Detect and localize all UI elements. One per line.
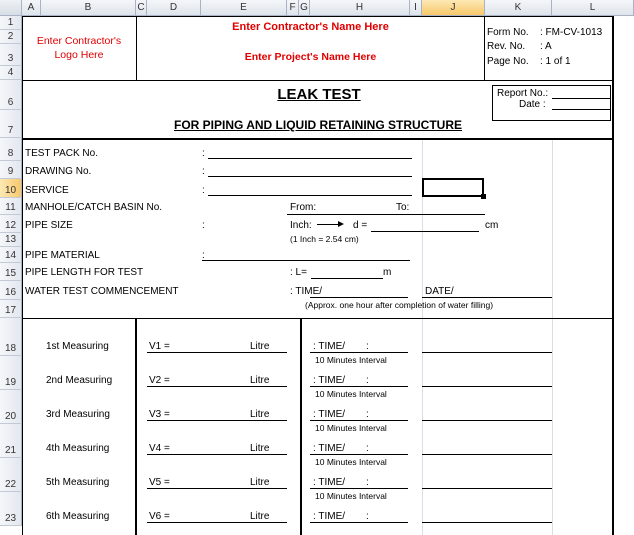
volume-label: V4 = <box>149 443 170 454</box>
row-header-3[interactable]: 3 <box>0 44 22 66</box>
form-no-value: : FM-CV-1013 <box>540 27 603 38</box>
row-header-11[interactable]: 11 <box>0 198 22 215</box>
colon: : <box>366 409 369 420</box>
measuring-label: 1st Measuring <box>46 341 109 352</box>
litre-unit: Litre <box>250 375 270 386</box>
measuring-label: 4th Measuring <box>46 443 110 454</box>
report-date-line <box>552 109 610 110</box>
column-header-h[interactable]: H <box>310 0 410 16</box>
measure-divider-right <box>300 318 302 535</box>
pipe-material-label: PIPE MATERIAL <box>25 250 100 261</box>
row-header-22[interactable]: 22 <box>0 458 22 492</box>
row-header-20[interactable]: 20 <box>0 390 22 424</box>
row-header-12[interactable]: 12 <box>0 215 22 233</box>
to-label: To: <box>396 202 410 213</box>
litre-unit: Litre <box>250 443 270 454</box>
from-label: From: <box>290 202 317 213</box>
rev-no-value: : A <box>540 41 552 52</box>
measure-divider-left <box>135 318 137 535</box>
measure-result-line[interactable] <box>422 420 552 421</box>
volume-line[interactable] <box>147 454 287 455</box>
volume-line[interactable] <box>147 488 287 489</box>
measure-time-line[interactable] <box>310 386 408 387</box>
page-no-label: Page No. <box>487 56 529 67</box>
interval-note: 10 Minutes Interval <box>315 457 387 467</box>
volume-line[interactable] <box>147 420 287 421</box>
colon: : <box>366 341 369 352</box>
interval-note: 10 Minutes Interval <box>315 389 387 399</box>
approx-note: (Approx. one hour after completion of water filling) <box>305 300 494 310</box>
measuring-label: 5th Measuring <box>46 477 110 488</box>
measure-result-line[interactable] <box>422 386 552 387</box>
header-bottom-border <box>22 80 614 81</box>
interval-note: 10 Minutes Interval <box>315 423 387 433</box>
d-equals-label: d = <box>353 220 368 231</box>
row-header-4[interactable]: 4 <box>0 66 22 80</box>
row-header-13[interactable]: 13 <box>0 233 22 247</box>
measure-time-label: : TIME/ <box>313 341 346 352</box>
pipe-length-line[interactable] <box>311 278 383 279</box>
measure-time-label: : TIME/ <box>313 375 346 386</box>
colon: : <box>202 166 205 177</box>
colon: : <box>202 185 205 196</box>
measuring-label: 3rd Measuring <box>46 409 110 420</box>
title-bottom-border <box>22 138 614 140</box>
volume-line[interactable] <box>147 522 287 523</box>
row-header-6[interactable]: 6 <box>0 80 22 110</box>
measure-time-label: : TIME/ <box>313 443 346 454</box>
row-header-8[interactable]: 8 <box>0 138 22 161</box>
row-header-1[interactable]: 1 <box>0 16 22 30</box>
drawing-label: DRAWING No. <box>25 166 92 177</box>
colon: : <box>366 511 369 522</box>
manhole-label: MANHOLE/CATCH BASIN No. <box>25 202 163 213</box>
row-header-17[interactable]: 17 <box>0 300 22 318</box>
litre-unit: Litre <box>250 409 270 420</box>
report-date-label: Date : <box>519 99 546 110</box>
form-border-right <box>612 16 614 535</box>
service-line[interactable] <box>208 195 412 196</box>
volume-line[interactable] <box>147 386 287 387</box>
row-header-15[interactable]: 15 <box>0 263 22 281</box>
measure-time-label: : TIME/ <box>313 477 346 488</box>
fill-handle[interactable] <box>481 194 486 199</box>
service-label: SERVICE <box>25 185 69 196</box>
colon: : <box>366 477 369 488</box>
commencement-date-line[interactable] <box>422 297 552 298</box>
column-header-c[interactable]: C <box>136 0 147 16</box>
measure-time-line[interactable] <box>310 488 408 489</box>
measure-result-line[interactable] <box>422 488 552 489</box>
pipe-material-line[interactable] <box>202 260 410 261</box>
form-border-left <box>22 16 23 535</box>
l-equals-label: : L= <box>290 267 307 278</box>
page-subtitle: FOR PIPING AND LIQUID RETAINING STRUCTURE <box>174 118 462 132</box>
row-header-2[interactable]: 2 <box>0 30 22 44</box>
project-name: Enter Project's Name Here <box>244 51 377 63</box>
row-header-23[interactable]: 23 <box>0 492 22 526</box>
column-header-a[interactable]: A <box>22 0 41 16</box>
volume-label: V5 = <box>149 477 170 488</box>
from-to-line[interactable] <box>287 214 485 215</box>
page-no-value: : 1 of 1 <box>540 56 571 67</box>
row-header-14[interactable]: 14 <box>0 247 22 263</box>
inch-note: (1 Inch = 2.54 cm) <box>290 234 359 244</box>
column-header-l[interactable]: L <box>552 0 634 16</box>
measuring-label: 2nd Measuring <box>46 375 113 386</box>
colon: : <box>202 250 205 261</box>
commencement-time-label: : TIME/ <box>290 286 323 297</box>
measuring-label: 6th Measuring <box>46 511 110 522</box>
measure-time-line[interactable] <box>310 352 408 353</box>
form-no-label: Form No. <box>487 27 529 38</box>
measure-result-line[interactable] <box>422 454 552 455</box>
measure-result-line[interactable] <box>422 522 552 523</box>
row-header-19[interactable]: 19 <box>0 356 22 390</box>
arrow-head-icon <box>338 221 344 227</box>
measure-time-label: : TIME/ <box>313 409 346 420</box>
m-unit: m <box>383 267 392 278</box>
column-header-b[interactable]: B <box>41 0 136 16</box>
column-header-e[interactable]: E <box>201 0 287 16</box>
row-header-21[interactable]: 21 <box>0 424 22 458</box>
water-test-label: WATER TEST COMMENCEMENT <box>25 286 179 297</box>
colon: : <box>366 375 369 386</box>
volume-line[interactable] <box>147 352 287 353</box>
volume-label: V3 = <box>149 409 170 420</box>
cm-unit: cm <box>485 220 499 231</box>
logo-placeholder: Enter Contractor's Logo Here <box>36 35 122 61</box>
rev-no-label: Rev. No. <box>487 41 526 52</box>
row-header-10[interactable]: 10 <box>0 179 22 198</box>
gridline <box>552 139 553 535</box>
commencement-time-line[interactable] <box>310 297 408 298</box>
measure-top-border <box>22 318 614 319</box>
select-all-corner[interactable] <box>0 0 22 16</box>
volume-label: V6 = <box>149 511 170 522</box>
litre-unit: Litre <box>250 511 270 522</box>
interval-note: 10 Minutes Interval <box>315 491 387 501</box>
pipe-size-label: PIPE SIZE <box>25 220 73 231</box>
litre-unit: Litre <box>250 477 270 488</box>
test-pack-line[interactable] <box>208 158 412 159</box>
row-header-9[interactable]: 9 <box>0 161 22 179</box>
column-header-d[interactable]: D <box>147 0 201 16</box>
column-header-g[interactable]: G <box>299 0 310 16</box>
measure-time-line[interactable] <box>310 454 408 455</box>
page-title: LEAK TEST <box>277 86 361 103</box>
colon: : <box>202 148 205 159</box>
pipe-length-label: PIPE LENGTH FOR TEST <box>25 267 144 278</box>
column-header-i[interactable]: I <box>410 0 422 16</box>
measure-time-label: : TIME/ <box>313 511 346 522</box>
report-no-line <box>552 98 610 99</box>
inch-label: Inch: <box>290 220 312 231</box>
litre-unit: Litre <box>250 341 270 352</box>
contractor-name: Enter Contractor's Name Here <box>232 21 389 33</box>
row-header-18[interactable]: 18 <box>0 318 22 356</box>
colon: : <box>366 443 369 454</box>
measure-time-line[interactable] <box>310 420 408 421</box>
measure-time-line[interactable] <box>310 522 408 523</box>
row-header-16[interactable]: 16 <box>0 281 22 300</box>
volume-label: V2 = <box>149 375 170 386</box>
selected-cell[interactable] <box>422 178 484 197</box>
column-header-k[interactable]: K <box>485 0 552 16</box>
drawing-line[interactable] <box>208 176 412 177</box>
gridline <box>422 139 423 535</box>
row-header-7[interactable]: 7 <box>0 110 22 138</box>
test-pack-label: TEST PACK No. <box>25 148 98 159</box>
commencement-date-label: DATE/ <box>425 286 454 297</box>
volume-label: V1 = <box>149 341 170 352</box>
column-header-f[interactable]: F <box>287 0 299 16</box>
column-header-j[interactable]: J <box>422 0 485 16</box>
form-border-top <box>22 16 614 17</box>
measure-result-line[interactable] <box>422 352 552 353</box>
d-value-line[interactable] <box>371 231 479 232</box>
arrow-right-icon <box>317 224 339 225</box>
form-info-divider <box>484 16 485 80</box>
colon: : <box>202 220 205 231</box>
interval-note: 10 Minutes Interval <box>315 355 387 365</box>
report-no-label: Report No.: <box>497 88 549 99</box>
